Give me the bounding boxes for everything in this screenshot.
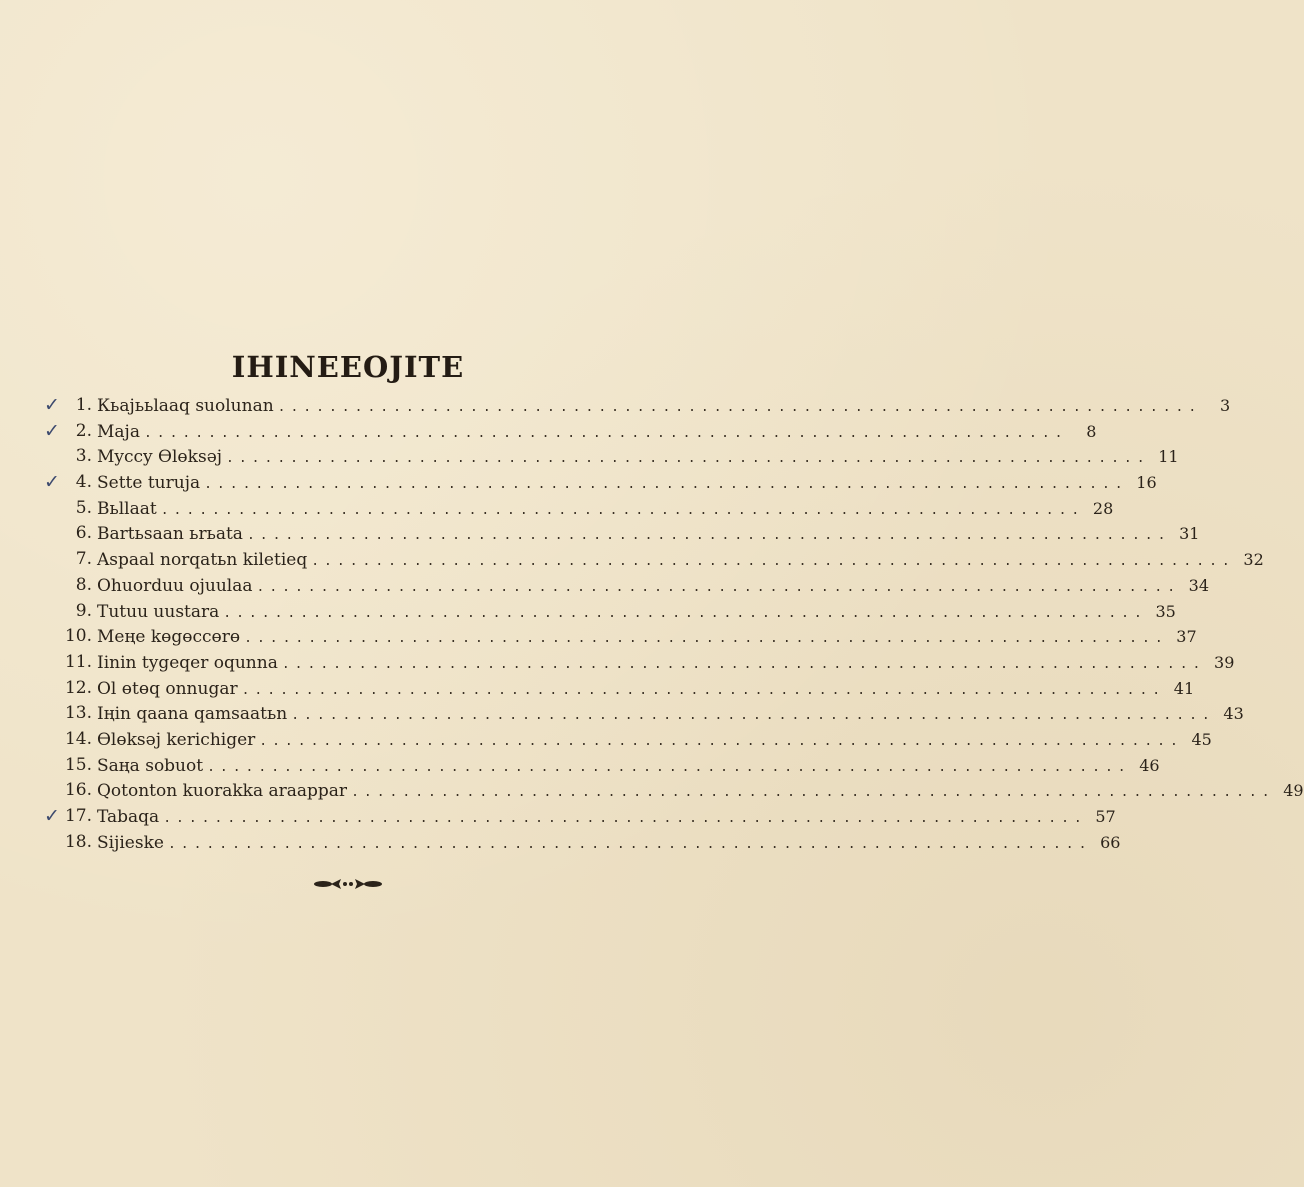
dot-leader: ........................................................................ (281, 656, 1206, 672)
toc-entry-number: 2. (75, 420, 92, 441)
toc-entry-title: Qotonton kuorakka araappar (97, 781, 348, 802)
toc-entry-page: 66 (1100, 832, 1121, 852)
page-title: IHINEEOJITE (231, 350, 465, 384)
toc-entry-title: Aspaal norqatьn kiletieq (97, 550, 308, 571)
toc-entry-title: Saңa sobuot (97, 755, 204, 776)
toc-entry-number: 13. (64, 703, 92, 724)
toc-entry-title: Iңin qaana qamsaatьn (97, 704, 288, 725)
toc-entry (0, 830, 1121, 856)
toc-entry-number: 15. (64, 754, 92, 775)
toc-entry-page: 37 (1176, 627, 1197, 647)
toc-entry-number: 11. (64, 651, 92, 672)
toc-entry-title: Myccy Өlөksәj (97, 447, 223, 468)
dot-leader: ........................................................................ (163, 811, 1087, 826)
toc-entry (0, 521, 1200, 547)
pencil-checkmark-icon: ✓ (44, 805, 60, 827)
toc-entry-number: 18. (64, 831, 92, 852)
toc-entry-number: 12. (64, 677, 92, 698)
pencil-checkmark-icon: ✓ (44, 471, 60, 494)
toc-entry (0, 393, 1231, 419)
dot-leader: ........................................................................ (241, 682, 1166, 698)
toc-entry-page: 57 (1095, 807, 1116, 826)
table-of-contents (0, 393, 1304, 855)
toc-entry (0, 676, 1195, 702)
toc-entry (0, 624, 1197, 650)
toc-entry-number: 14. (64, 728, 92, 749)
toc-entry-number: 16. (64, 780, 92, 801)
toc-entry-title: Ohuorduu ojuulaa (97, 575, 253, 596)
toc-entry-title: Bartьsaan ьrьata (97, 524, 243, 545)
toc-entry-number: 4. (75, 472, 92, 493)
toc-entry-page: 28 (1092, 498, 1114, 518)
toc-entry (0, 778, 1304, 804)
toc-entry-title: Tabaqa (97, 807, 160, 827)
toc-entry (0, 496, 1114, 522)
toc-entry-number: 3. (75, 446, 92, 467)
toc-entry-title: Вьllaat (97, 498, 157, 519)
toc-entry (0, 650, 1235, 676)
toc-entry-title: Maja (97, 421, 140, 442)
toc-entry-page: 31 (1179, 524, 1200, 544)
toc-entry-page: 16 (1136, 473, 1157, 493)
dot-leader: ........................................................................ (223, 605, 1147, 621)
toc-entry (0, 419, 1097, 445)
toc-entry (0, 701, 1244, 727)
pencil-checkmark-icon: ✓ (44, 394, 60, 416)
dot-leader: ........................................................................ (244, 631, 1168, 647)
toc-entry-page: 41 (1173, 678, 1195, 698)
dot-leader: ........................................................................ (246, 528, 1171, 544)
toc-entry-title: Өlөksәj kerichiger (97, 729, 256, 750)
toc-entry-page: 32 (1243, 550, 1264, 570)
toc-entry-page: 11 (1158, 447, 1179, 467)
toc-entry (0, 727, 1212, 753)
dot-leader: ........................................................................ (277, 400, 1202, 415)
toc-entry-number: 8. (75, 574, 92, 595)
toc-entry-number: 1. (75, 395, 92, 415)
toc-entry-title: Sette turuja (97, 473, 201, 494)
toc-entry (0, 470, 1157, 496)
toc-entry-page: 43 (1223, 704, 1244, 724)
toc-entry-title: Iinin tygeqer oqunna (97, 652, 278, 673)
toc-entry-title: Ol өtөq onnugar (97, 678, 238, 699)
dot-leader: ........................................................................ (160, 502, 1085, 518)
dot-leader: ........................................................................ (204, 477, 1128, 493)
toc-entry-number: 5. (75, 497, 92, 518)
toc-entry-number: 7. (75, 549, 92, 570)
fleuron-svg (313, 874, 383, 894)
toc-entry-title: Кьajььlaaq suolunan (97, 396, 274, 416)
toc-entry-number: 9. (75, 600, 92, 621)
dot-leader: ........................................................................ (291, 708, 1215, 724)
dot-leader: ........................................................................ (351, 785, 1275, 801)
toc-entry-title: Sijieske (97, 832, 164, 853)
toc-entry (0, 444, 1179, 470)
toc-entry-number: 17. (64, 806, 92, 826)
toc-entry-page: 45 (1191, 729, 1212, 749)
toc-entry-title: Tutuu uustara (97, 601, 220, 622)
toc-entry-title: Meңe kөgөccөrө (97, 627, 241, 648)
toc-entry-page: 49 (1283, 781, 1304, 801)
toc-entry-page: 46 (1139, 755, 1160, 775)
toc-entry-page: 3 (1220, 396, 1231, 415)
toc-entry (0, 547, 1264, 573)
toc-entry-number: 10. (64, 626, 92, 647)
toc-entry (0, 804, 1116, 830)
fleuron-ornament-icon (0, 874, 696, 898)
toc-entry (0, 573, 1210, 599)
pencil-checkmark-icon: ✓ (44, 419, 60, 442)
toc-entry-page: 34 (1188, 575, 1210, 595)
toc-entry (0, 599, 1176, 625)
dot-leader: ........................................................................ (311, 554, 1235, 570)
dot-leader: ........................................................................ (167, 836, 1092, 852)
dot-leader: ........................................................................ (259, 733, 1183, 749)
dot-leader: ........................................................................ (207, 759, 1131, 775)
toc-entry-page: 39 (1214, 652, 1235, 672)
dot-leader: ........................................................................ (226, 451, 1150, 467)
dot-leader: ........................................................................ (143, 425, 1068, 441)
toc-entry-number: 6. (75, 523, 92, 544)
toc-entry (0, 753, 1160, 779)
toc-entry-page: 35 (1155, 601, 1176, 621)
toc-entry-page: 8 (1086, 421, 1097, 441)
dot-leader: ........................................................................ (256, 579, 1181, 595)
